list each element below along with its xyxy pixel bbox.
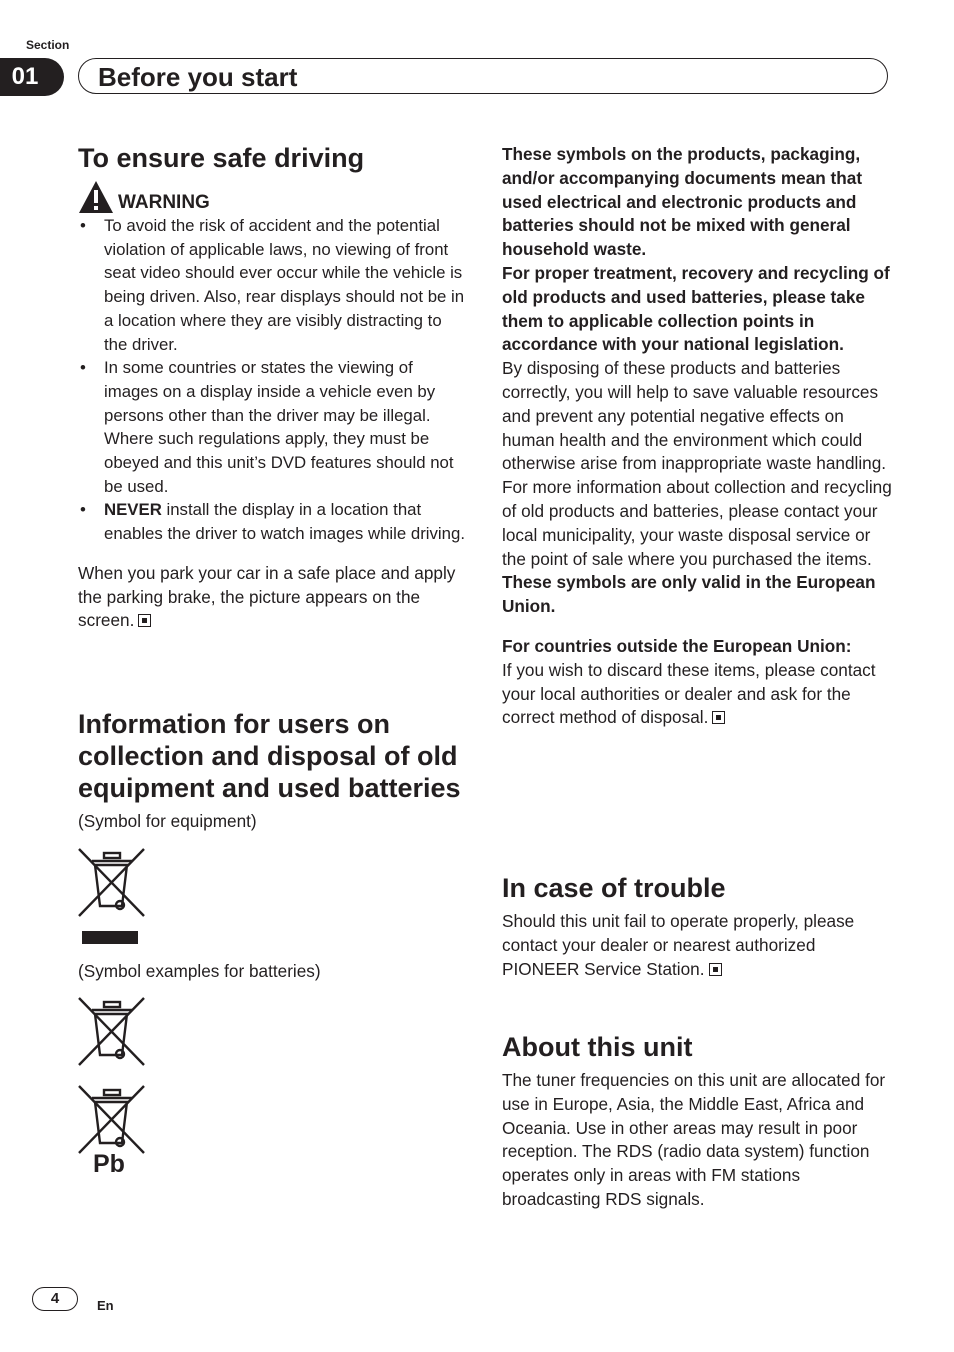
section-number-badge: 01 xyxy=(0,58,64,96)
warning-triangle-icon xyxy=(78,180,114,214)
about-text: The tuner frequencies on this unit are allocated for use in Europe, Asia, the Middle East, Africa and Oceania. Use in other areas may result in poor reception. The RDS (radio data system) function operates only in areas with FM stations broadcasting RDS signals. xyxy=(502,1070,886,1209)
warning-item: • NEVER install the display in a location that enables the driver to watch images while driving. xyxy=(80,500,465,544)
trouble-text: Should this unit fail to operate properly, please contact your dealer or nearest authorized PIONEER Service Station. xyxy=(502,911,855,979)
section-title: Before you start xyxy=(98,62,298,92)
trouble-section xyxy=(502,872,894,981)
disposal-benefit-paragraph: By disposing of these products and batteries correctly, you will help to save valuable resources and prevent any potential negative effects on human health and the environment which could otherwise arise from inappropriate waste handling. xyxy=(502,358,887,474)
eu-validity-note: These symbols are only valid in the European Union. xyxy=(502,572,876,617)
warning-list xyxy=(78,214,466,546)
safe-driving-section xyxy=(78,142,468,633)
about-section xyxy=(502,1031,894,1212)
page-number: 4 xyxy=(32,1287,78,1311)
symbol-batteries-caption: (Symbol examples for batteries) xyxy=(78,961,321,981)
about-title: About this unit xyxy=(502,1032,693,1062)
crossed-bin-battery-icon xyxy=(78,997,146,1067)
outside-eu-heading: For countries outside the European Union: xyxy=(502,635,852,656)
section-label: Section xyxy=(26,38,70,52)
symbols-meaning: These symbols on the products, packaging, and/or accompanying documents mean that used electrical and electronic products and batteries should not be mixed with general household waste. xyxy=(502,144,863,260)
warning-label: WARNING xyxy=(118,192,210,213)
language-code: En xyxy=(97,1298,114,1313)
warning-item: • In some countries or states the viewing of images on a display inside a vehicle even by persons other than the driver may be illegal. Where such regulations apply, they must be obeyed and this unit’s DVD features should not be used. xyxy=(80,358,454,496)
end-mark-icon xyxy=(709,963,722,976)
outside-eu-text: If you wish to discard these items, please contact your local authorities or dealer and ask for the correct method of disposal. xyxy=(502,659,876,728)
crossed-bin-equipment-icon xyxy=(78,848,146,948)
pb-label: Pb xyxy=(93,1150,125,1178)
safe-driving-title: To ensure safe driving xyxy=(78,143,365,173)
disposal-title: Information for users on collection and disposal of old equipment and used batteries xyxy=(78,709,461,803)
parking-paragraph: When you park your car in a safe place and apply the parking brake, the picture appears on the screen. xyxy=(78,562,456,631)
end-mark-icon xyxy=(712,711,725,724)
disposal-details xyxy=(502,143,894,730)
disposal-section xyxy=(78,708,468,834)
warning-item: • To avoid the risk of accident and the potential violation of applicable laws, no viewing of front seat video should ever occur while the vehicle is being driven. Also, rear displays should not be in a location where they are visibly distracting to the driver. xyxy=(80,216,465,354)
end-mark-icon xyxy=(138,614,151,627)
symbols-treatment: For proper treatment, recovery and recycling of old products and used batteries, please take them to applicable collection points in accordance with your national legislation. xyxy=(502,262,890,355)
crossed-bin-pb-icon xyxy=(78,1085,146,1155)
warning-header xyxy=(78,180,468,214)
more-info-paragraph: For more information about collection and recycling of old products and batteries, please contact your local municipality, your waste disposal service or the point of sale where you purchased the items. xyxy=(502,477,892,569)
trouble-title: In case of trouble xyxy=(502,873,726,903)
symbol-equipment-caption: (Symbol for equipment) xyxy=(78,811,257,831)
